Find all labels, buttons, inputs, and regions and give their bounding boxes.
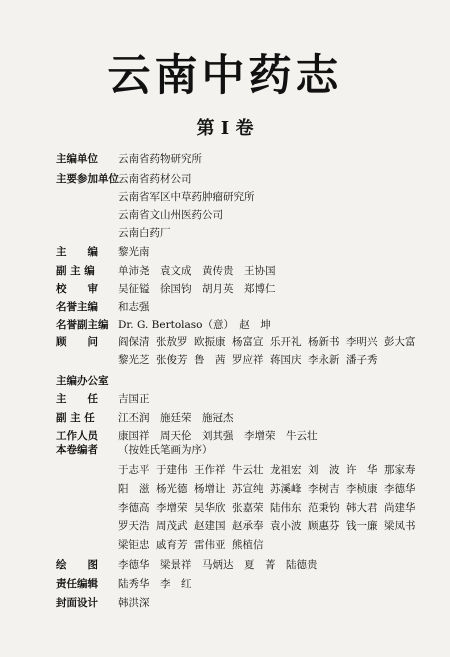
person-name: 苏溪峰: [270, 483, 302, 495]
credit-value: 云南省药物研究所: [118, 153, 202, 165]
editors-label: 本卷编者: [56, 444, 98, 456]
person-name: 熊植信: [232, 539, 264, 551]
credit-label: 校 审: [56, 283, 98, 295]
credit-bottom-row: [0, 594, 450, 612]
person-name: 袁小波: [270, 520, 302, 532]
credit-bottom-value: 陆秀华 李 红: [118, 578, 192, 590]
editors-note: （按姓氏笔画为序）: [118, 444, 213, 456]
credit-row: [0, 188, 450, 206]
editors-line: [118, 461, 422, 479]
person-name: 钱一廉: [346, 520, 378, 532]
editors-line: [118, 480, 422, 498]
person-name: 阳 滋: [118, 483, 150, 495]
office-label: 主 任: [56, 393, 98, 405]
person-name: 周茂武: [156, 520, 188, 532]
person-name: 潘子秀: [346, 354, 378, 366]
person-name: 李德华: [384, 483, 416, 495]
credit-label: 副 主 编: [56, 265, 95, 277]
credit-value: 吴征镒 徐国钧 胡月英 郑博仁: [118, 283, 276, 295]
person-name: 尚建华: [384, 502, 416, 514]
person-name: 黎光芝: [118, 354, 150, 366]
credit-bottom-row: [0, 556, 450, 574]
person-name: 蒋国庆: [270, 354, 302, 366]
advisors-line-2: [118, 351, 384, 369]
person-name: 乐开礼: [270, 336, 302, 348]
person-name: 李永新: [308, 354, 340, 366]
person-name: 杨增让: [194, 483, 226, 495]
person-name: 许 华: [346, 464, 378, 476]
person-name: 杨新书: [308, 336, 340, 348]
person-name: 牛云壮: [232, 464, 264, 476]
person-name: 那家寿: [384, 464, 416, 476]
editors-line: [118, 536, 270, 554]
office-heading-row: [0, 372, 450, 390]
person-name: 王作祥: [194, 464, 226, 476]
person-name: 李桢康: [346, 483, 378, 495]
person-name: 罗天浩: [118, 520, 150, 532]
office-value: 康国祥 周天伦 刘其强 李增荣 牛云壮: [118, 430, 318, 442]
person-name: 赵承奉: [232, 520, 264, 532]
credit-row: [0, 280, 450, 298]
person-name: 戚育芳: [156, 539, 188, 551]
person-name: 彭大富: [384, 336, 416, 348]
advisors-line-1: [118, 333, 422, 351]
credit-value: 云南省文山州医药公司: [118, 209, 223, 221]
person-name: 陆伟东: [270, 502, 302, 514]
credit-row: [0, 262, 450, 280]
person-name: 李增荣: [156, 502, 188, 514]
office-value: 吉国正: [118, 393, 150, 405]
person-name: 李明兴: [346, 336, 378, 348]
person-name: 韩大君: [346, 502, 378, 514]
person-name: 张俊芳: [156, 354, 188, 366]
credit-row: [0, 243, 450, 261]
editors-line: [118, 517, 422, 535]
credit-label: 主编单位: [56, 153, 98, 165]
office-value: 江丕润 施廷荣 施冠杰: [118, 412, 234, 424]
credit-row: [0, 316, 450, 334]
person-name: 顾惠芬: [308, 520, 340, 532]
person-name: 梁凤书: [384, 520, 416, 532]
person-name: 张敖罗: [156, 336, 188, 348]
credit-value: 云南省军区中草药肿瘤研究所: [118, 191, 255, 203]
office-label: 主编办公室: [56, 375, 109, 387]
credit-value: Dr. G. Bertolaso（意） 赵 坤: [118, 319, 271, 331]
credit-bottom-label: 责任编辑: [56, 578, 98, 590]
credit-value: 单沛尧 袁文成 黄传贵 王协国: [118, 265, 276, 277]
credit-value: 云南白药厂: [118, 227, 171, 239]
credit-row: [0, 298, 450, 316]
person-name: 张嘉荣: [232, 502, 264, 514]
credit-bottom-row: [0, 575, 450, 593]
editors-line: [118, 499, 422, 517]
person-name: 龙祖宏: [270, 464, 302, 476]
person-name: 梁钜忠: [118, 539, 150, 551]
person-name: 鲁 茜: [194, 354, 226, 366]
credit-bottom-value: 韩洪深: [118, 597, 150, 609]
credit-label: 名誉副主编: [56, 319, 109, 331]
credit-label: 名誉主编: [56, 301, 98, 313]
person-name: 欧振康: [194, 336, 226, 348]
credit-label: 主要参加单位: [56, 173, 119, 185]
office-row: [0, 409, 450, 427]
person-name: 吴华欣: [194, 502, 226, 514]
credit-value: 和志强: [118, 301, 150, 313]
credit-row: [0, 206, 450, 224]
person-name: 赵建国: [194, 520, 226, 532]
credit-bottom-label: 封面设计: [56, 597, 98, 609]
volume-label: 第 I 卷: [196, 118, 254, 139]
person-name: 于志平: [118, 464, 150, 476]
person-name: 罗应祥: [232, 354, 264, 366]
person-name: 于建伟: [156, 464, 188, 476]
credit-bottom-value: 李德华 梁景祥 马炳达 夏 菁 陆德贵: [118, 559, 318, 571]
editors-row: [0, 441, 450, 459]
person-name: 雷伟亚: [194, 539, 226, 551]
office-row: [0, 390, 450, 408]
person-name: 阎保清: [118, 336, 150, 348]
credit-row: [0, 224, 450, 242]
person-name: 范秉钧: [308, 502, 340, 514]
person-name: 李树吉: [308, 483, 340, 495]
credit-row: [0, 170, 450, 188]
page-title: 云南中药志: [107, 51, 343, 101]
person-name: 李德高: [118, 502, 150, 514]
credit-label: 主 编: [56, 246, 98, 258]
person-name: 杨光德: [156, 483, 188, 495]
credit-row: [0, 150, 450, 168]
credit-value: 云南省药材公司: [118, 173, 192, 185]
credit-value: 黎光南: [118, 246, 150, 258]
office-label: 工作人员: [56, 430, 98, 442]
advisors-label: 顾 问: [56, 336, 98, 348]
person-name: 苏宣纯: [232, 483, 264, 495]
credit-bottom-label: 绘 图: [56, 559, 98, 571]
person-name: 刘 波: [308, 464, 340, 476]
person-name: 杨富宣: [232, 336, 264, 348]
office-label: 副 主 任: [56, 412, 95, 424]
